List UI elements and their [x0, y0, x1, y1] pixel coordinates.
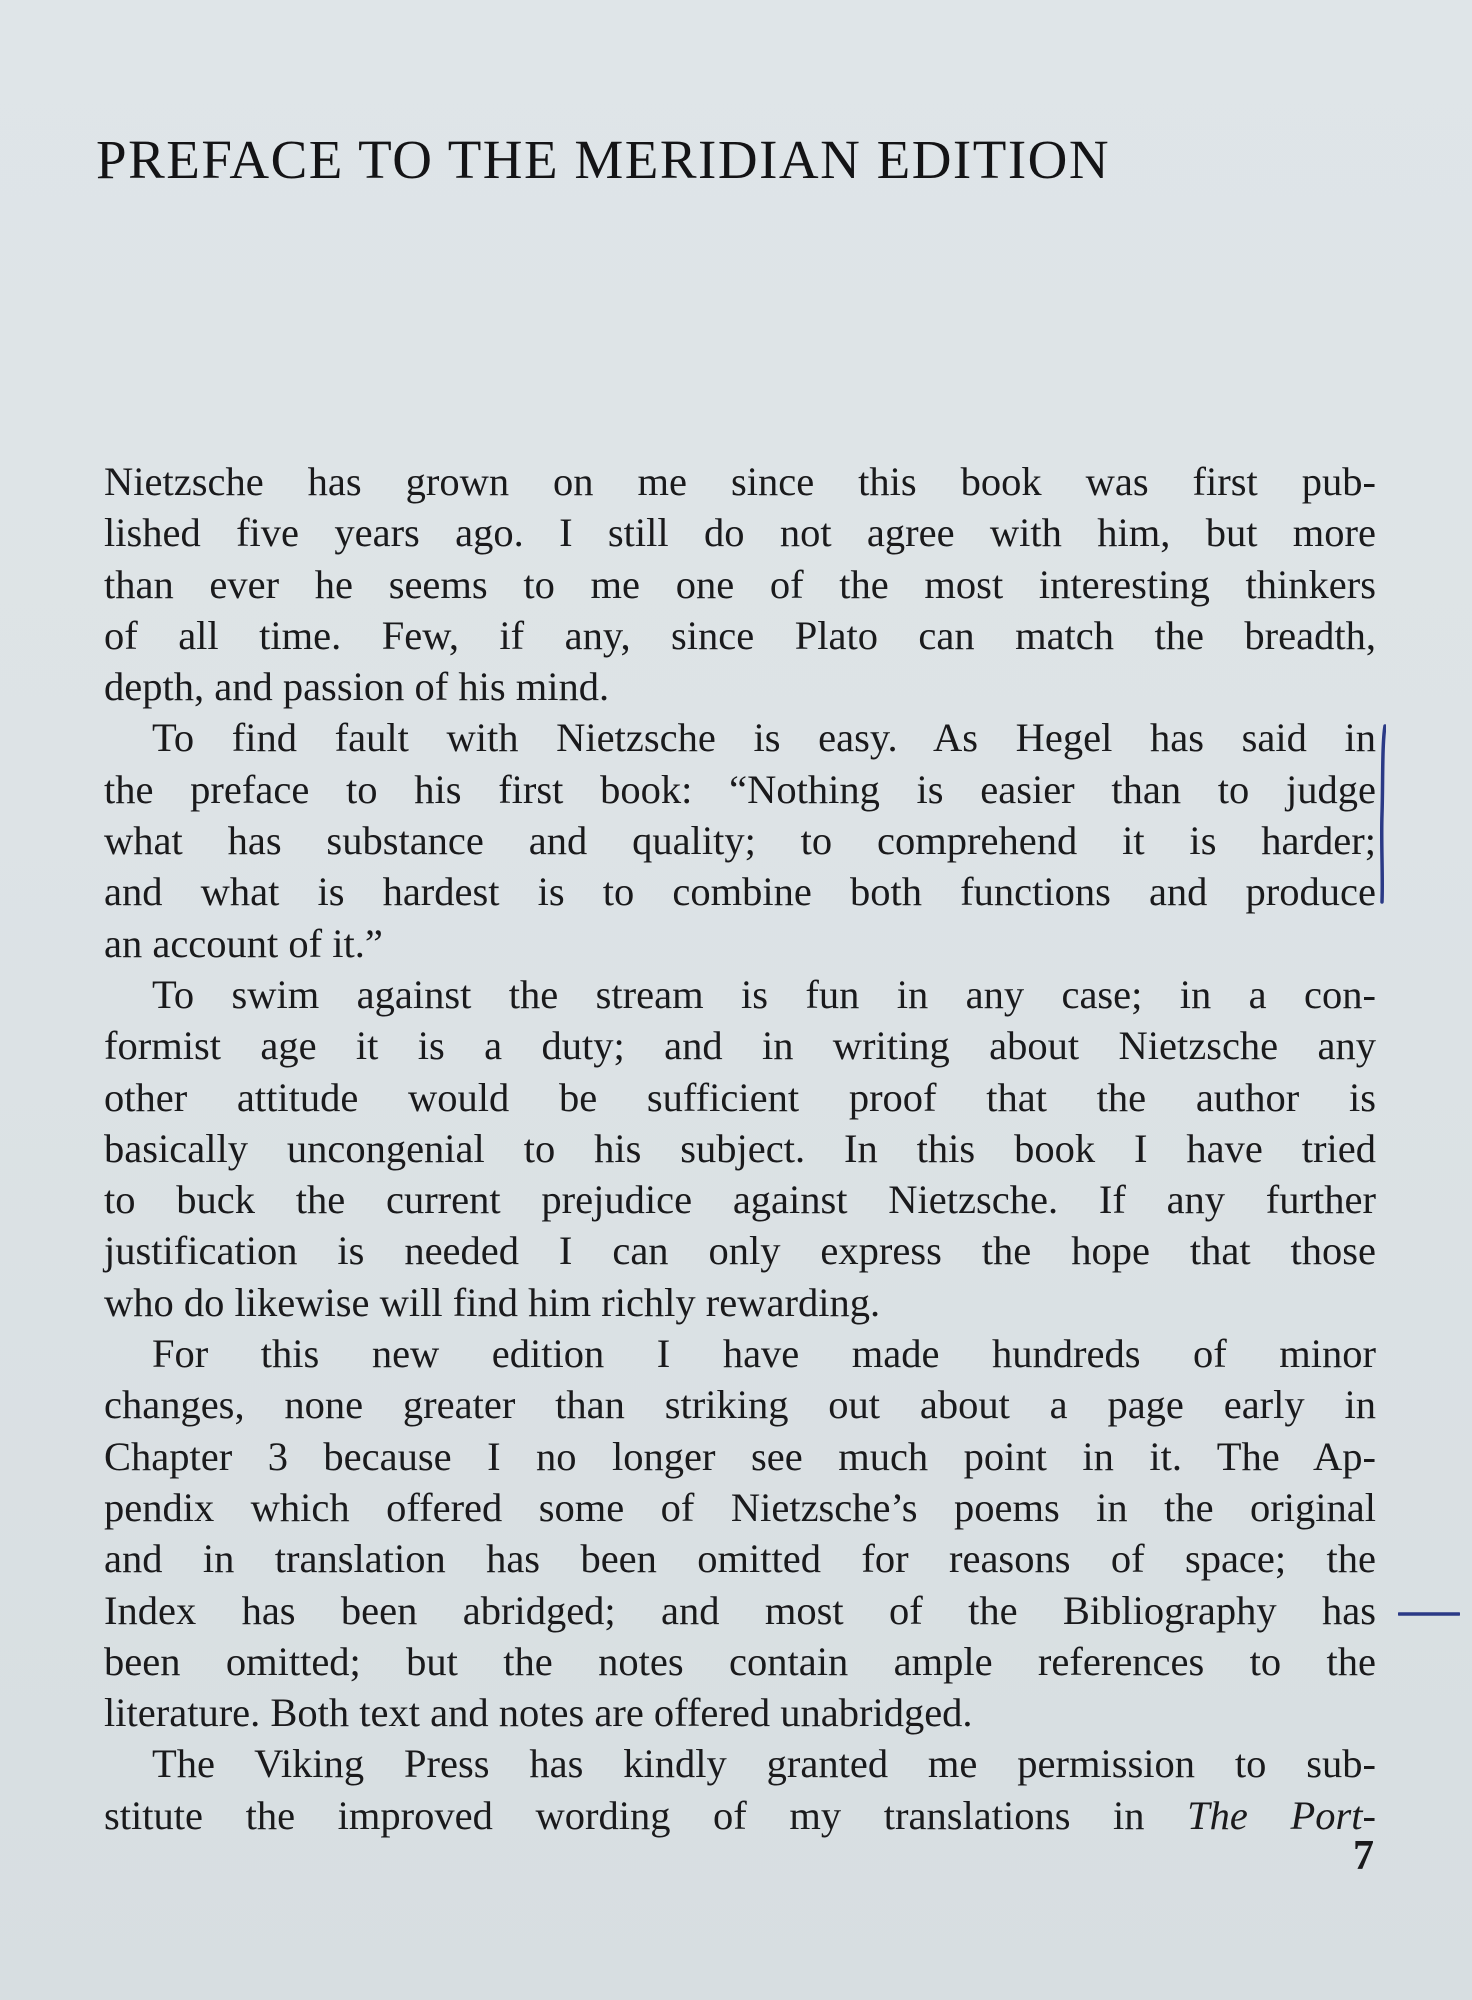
text-line: To swim against the stream is fun in any case; in a con-	[152, 971, 1376, 1017]
text-line: Index has been abridged; and most of the Bibliography has	[104, 1587, 1376, 1633]
text-line: literature. Both text and notes are offered unabridged.	[104, 1690, 973, 1736]
text-line: changes, none greater than striking out about a page early in	[104, 1382, 1376, 1428]
text-line: and in translation has been omitted for reasons of space; the	[104, 1536, 1376, 1582]
page-title: PREFACE TO THE MERIDIAN EDITION	[96, 129, 1111, 190]
text-line: who do likewise will find him richly rewarding.	[104, 1279, 881, 1325]
text-line: basically uncongenial to his subject. In this book I have tried	[104, 1125, 1376, 1171]
text-line: what has substance and quality; to comprehend it is harder;	[104, 818, 1376, 864]
text-line: Chapter 3 because I no longer see much point in it. The Ap-	[104, 1433, 1376, 1479]
text-line: The Viking Press has kindly granted me permission to sub-	[152, 1741, 1376, 1787]
text-line-roman: stitute the improved wording of my translations in	[104, 1792, 1188, 1838]
text-line: other attitude would be sufficient proof that the author is	[104, 1074, 1376, 1120]
text-line: been omitted; but the notes contain ample references to the	[104, 1638, 1376, 1684]
text-line: Nietzsche has grown on me since this book was first pub-	[104, 459, 1376, 504]
text-line: to buck the current prejudice against Nietzsche. If any further	[104, 1177, 1376, 1223]
italic-title: The Port-	[1187, 1792, 1376, 1838]
pen-margin-bracket	[1380, 724, 1386, 904]
text-line	[104, 1790, 1376, 1841]
text-line: To find fault with Nietzsche is easy. As Hegel has said in	[152, 715, 1376, 761]
text-line: of all time. Few, if any, since Plato can match the breadth,	[104, 612, 1376, 658]
text-line: than ever he seems to me one of the most interesting thinkers	[104, 561, 1376, 607]
text-line: lished five years ago. I still do not agree with him, but more	[104, 510, 1376, 556]
text-line: an account of it.”	[104, 920, 383, 966]
text-line: formist age it is a duty; and in writing about Nietzsche any	[104, 1023, 1376, 1069]
text-line: For this new edition I have made hundreds of minor	[152, 1331, 1376, 1377]
preface-body	[104, 456, 1376, 1841]
pen-margin-dash	[1398, 1611, 1460, 1617]
text-line: and what is hardest is to combine both functions and produce	[104, 869, 1376, 915]
text-line: depth, and passion of his mind.	[104, 664, 610, 710]
text-line: pendix which offered some of Nietzsche’s poems in the original	[104, 1484, 1376, 1530]
text-line: justification is needed I can only express the hope that those	[104, 1228, 1376, 1274]
page-number: 7	[1353, 1833, 1374, 1879]
text-line: the preface to his first book: “Nothing is easier than to judge	[104, 766, 1376, 812]
